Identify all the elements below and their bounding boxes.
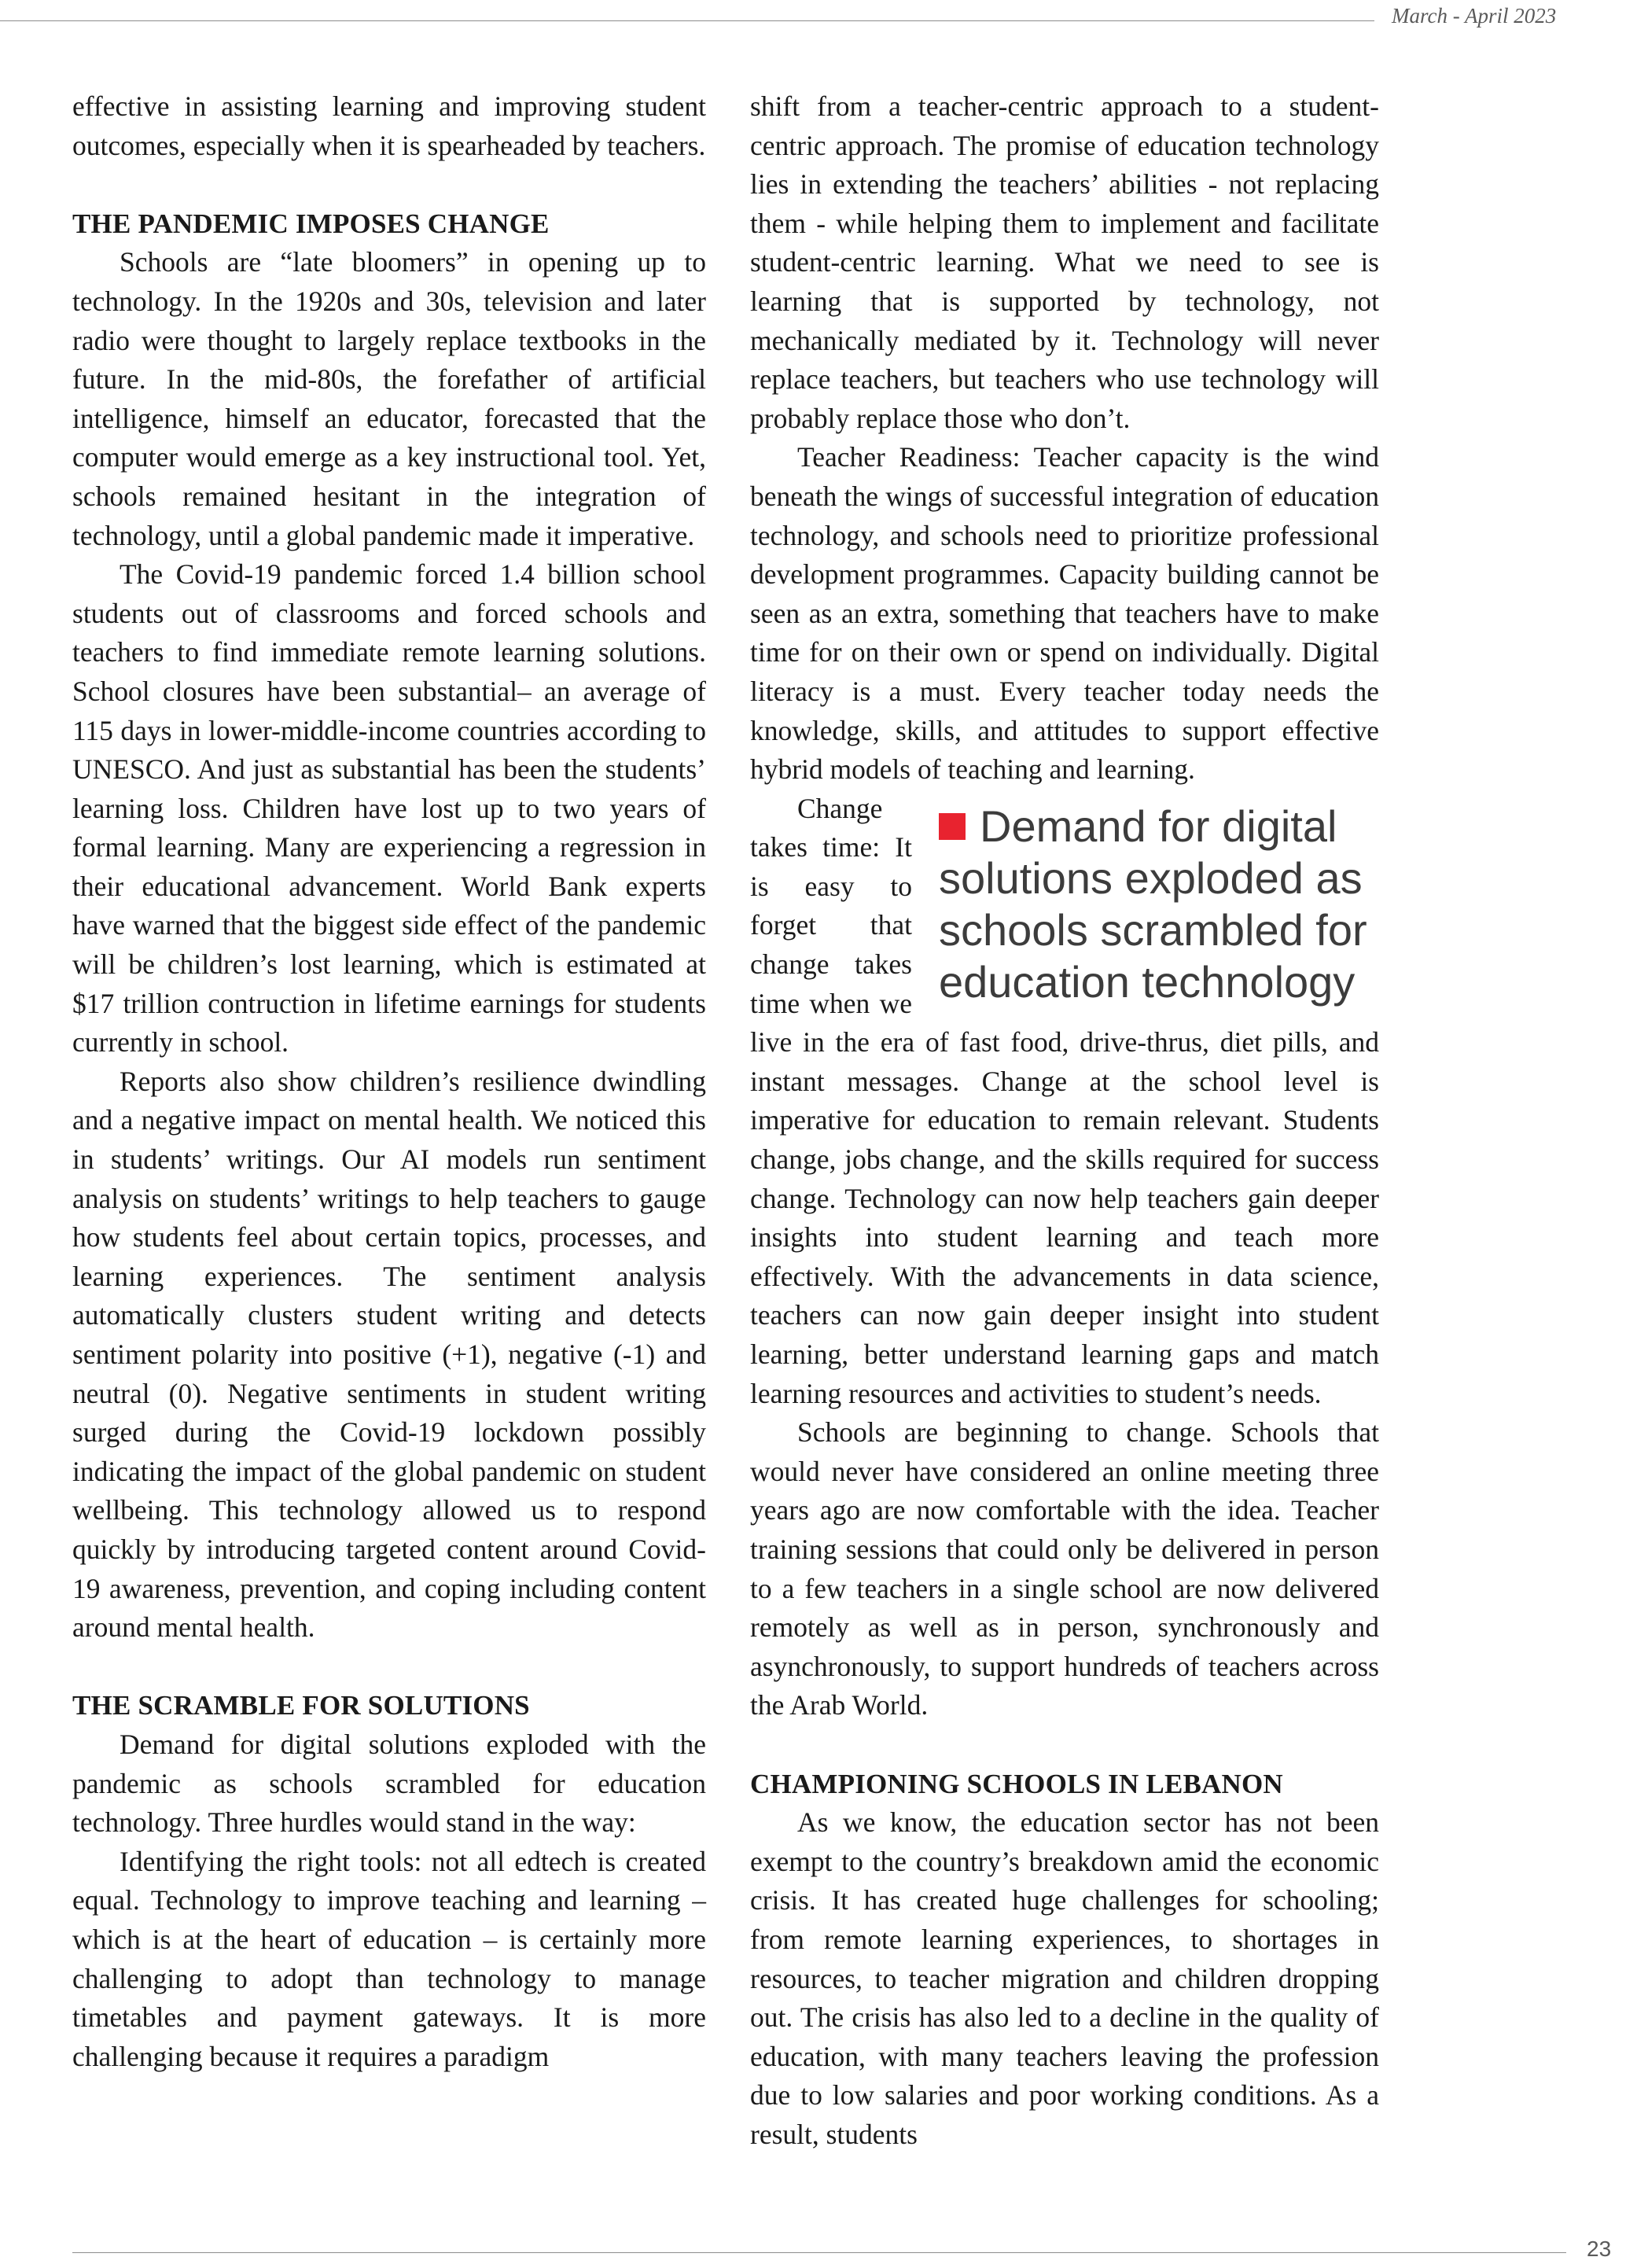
spacer — [72, 1648, 706, 1687]
paragraph-change-time-text: Change takes time: It is easy to forget that change takes time when we live in the era of fast food, drive-thrus, diet pills, and instant messages. Change at the school level is imperative for education to remain relevant. Students change, jobs change, and the skills required for success change. Technology can now help teachers gain deeper insights into student learning and teach more effectively. With the advancements in data science, teachers can now gain deeper insight into student learning, better understand learning gaps and match learning resources and activities to student’s needs. — [750, 792, 1379, 1409]
paragraph-readiness: Teacher Readiness: Teacher capacity is the wind beneath the wings of successful integration of education technology, and schools need to prioritize professional development programmes. Capacity building cannot be seen as an extra, something that teachers have to make time for on their own or spend on individually. Digital literacy is a must. Every teacher today needs the knowledge, skills, and attitudes to support effective hybrid models of teaching and learning. — [750, 441, 1379, 786]
paragraph-shift: shift from a teacher-centric approach to a student-centric approach. The promise of education technology lies in extending the teachers’ abilities - not replacing them - while helping them to implement and facilitate student-centric learning. What we need to see is learning that is supported by technology, not mechanically mediated by it. Technology will never replace teachers, but teachers who use technology will probably replace those who don’t. — [750, 90, 1379, 434]
header-rule — [0, 20, 1374, 21]
red-square-icon — [939, 813, 966, 840]
paragraph-tools: Identifying the right tools: not all edtech is created equal. Technology to improve teaching and learning – which is at the heart of education – is certainly more challenging to adopt than technology to manage timetables and payment gateways. It is more challenging because it requires a paradigm — [72, 1845, 706, 2072]
paragraph-late-bloomers: Schools are “late bloomers” in opening up to technology. In the 1920s and 30s, television and later radio were thought to largely replace textbooks in the future. In the mid-80s, the forefather of artificial intelligence, himself an educator, forecasted that the computer would emerge as a key instructional tool. Yet, schools remained hesitant in the integration of technology, until a global pandemic made it imperative. — [72, 246, 706, 551]
footer-rule — [72, 2252, 1566, 2253]
paragraph-lebanon: As we know, the education sector has not been exempt to the country’s breakdown amid the economic crisis. It has created huge challenges for schooling; from remote learning experiences, to shortages in resources, to teacher migration and children dropping out. The crisis has also led to a decline in the quality of education, with many teachers leaving the profession due to low salaries and poor working conditions. As a result, students — [750, 1806, 1379, 2150]
paragraph-beginning: Schools are beginning to change. Schools that would never have considered an online meeting three years ago are now comfortable with the idea. Teacher training sessions that could only be delivered in person to a few teachers in a single school are now delivered remotely as well as in person, synchronously and asynchronously, to support hundreds of teachers across the Arab World. — [750, 1416, 1379, 1721]
paragraph-covid: The Covid-19 pandemic forced 1.4 billion school students out of classrooms and forced schools and teachers to find immediate remote learning solutions. School closures have been substantial– an average of 115 days in lower-middle-income countries according to UNESCO. And just as substantial has been the students’ learning loss. Children have lost up to two years of formal learning. Many are experiencing a regression in their educational advancement. World Bank experts have warned that the biggest side effect of the pandemic will be children’s lost learning, which is estimated at $17 trillion contruction in lifetime earnings for students currently in school. — [72, 558, 706, 1059]
issue-date: March - April 2023 — [1392, 4, 1557, 28]
paragraph-reports: Reports also show children’s resilience dwindling and a negative impact on mental health. We noticed this in students’ writings. Our AI models run sentiment analysis on students’ writings to help teachers to gauge how students feel about certain topics, processes, and learning experiences. The sentiment analysis automatically clusters student writing and detects sentiment polarity into positive (+1), negative (-1) and neutral (0). Negative sentiments in student writing surged during the Covid-19 lockdown possibly indicating the impact of the global pandemic on student wellbeing. This technology allowed us to respond quickly by introducing targeted content around Covid-19 awareness, prevention, and coping including content around mental health. — [72, 1065, 706, 1644]
spacer — [750, 1725, 1379, 1765]
right-column — [750, 87, 1379, 2154]
section-heading-lebanon: CHAMPIONING SCHOOLS IN LEBANON — [750, 1768, 1283, 1799]
paragraph-intro: effective in assisting learning and improving student outcomes, especially when it is spearheaded by teachers. — [72, 90, 706, 161]
section-heading-scramble: THE SCRAMBLE FOR SOLUTIONS — [72, 1690, 530, 1721]
spacer — [72, 165, 706, 204]
paragraph-demand: Demand for digital solutions exploded with the pandemic as schools scrambled for education technology. Three hurdles would stand in the way: — [72, 1728, 706, 1839]
pull-quote-text: Demand for digital solutions exploded as schools scrambled for education technology — [939, 801, 1367, 1007]
pull-quote — [939, 801, 1379, 1008]
left-column — [72, 87, 706, 2076]
paragraph-change-time — [750, 790, 1379, 1414]
section-heading-pandemic: THE PANDEMIC IMPOSES CHANGE — [72, 208, 550, 239]
page-number: 23 — [1587, 2237, 1612, 2261]
change-block — [750, 790, 1379, 1414]
